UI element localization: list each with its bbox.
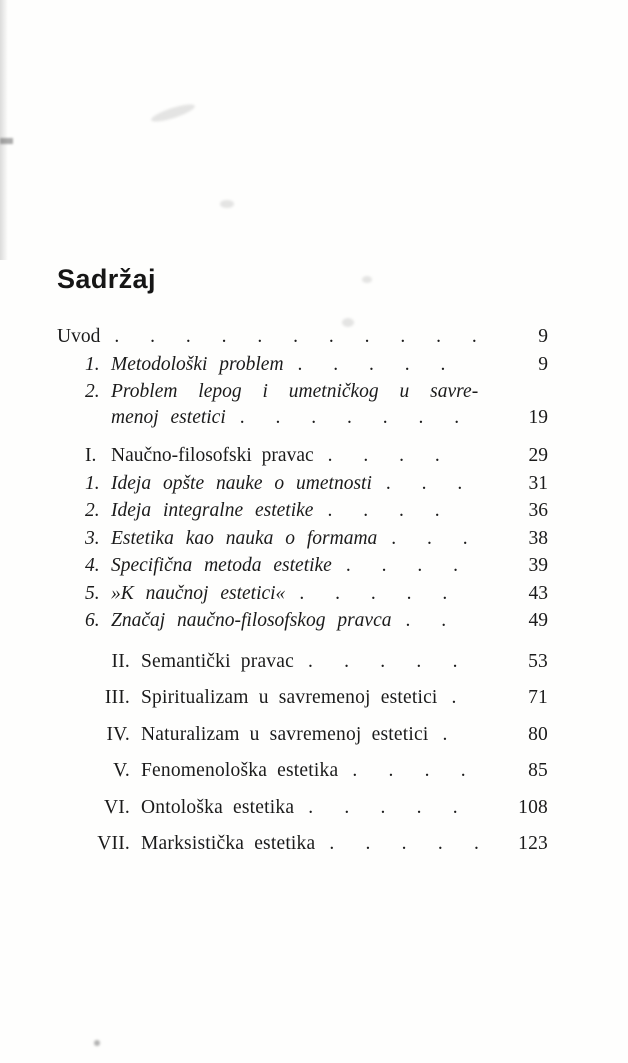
toc-row-sec1-5 [57,580,548,608]
toc-entry-number: 5. [85,582,100,604]
dot-leader: . . . . . [307,650,458,672]
scan-noise [94,1040,100,1046]
dot-leader: . [451,687,457,708]
dot-leader: . . . [385,472,463,494]
toc-entry-number: 4. [85,555,100,576]
toc-row-section-3 [57,684,548,712]
toc-row-uvod [57,323,548,351]
toc-entry-page: 38 [528,527,548,549]
toc-entry-title: Marksistička estetika [141,833,316,854]
toc-entry-number: II. [111,650,130,672]
toc-entry-number: III. [104,687,130,708]
toc-entry-page: 108 [518,796,548,818]
table-of-contents [57,264,548,858]
toc-entry-page: 36 [528,500,548,521]
toc-entry-multiline [111,379,548,431]
toc-row-section-6 [57,794,548,822]
toc-entry-title: Ontološka estetika [141,796,295,818]
toc-entry-title: Uvod [57,326,101,347]
toc-entry-title: Ideja opšte nauke o umetnosti [111,472,372,494]
toc-entry-page: 123 [518,833,548,854]
toc-row-sec1-1 [57,470,548,498]
toc-entry-number: 6. [85,610,100,631]
toc-entry-page: 9 [538,326,548,347]
toc-entry-number: 1. [85,353,100,375]
dot-leader: . . . . [345,555,458,576]
toc-row-section-2 [57,648,548,676]
dot-leader: . . . . . [329,833,480,854]
toc-entry-title: Ideja integralne estetike [111,500,314,521]
toc-row-sec1-2 [57,497,548,525]
toc-row-sec1-3 [57,525,548,553]
toc-entry-title: »K naučnoj estetici« [111,582,286,604]
toc-entry-title: Naučno-filosofski pravac [111,445,314,466]
toc-entry-title: Značaj naučno-filosofskog pravca [111,610,392,631]
scan-noise [0,138,13,144]
toc-entry-page: 31 [528,472,548,494]
toc-entry-title-line1: Problem lepog i umetničkog u savre- [111,381,479,402]
toc-row-sec1-4 [57,552,548,580]
dot-leader: . . . . . [308,796,458,818]
toc-entry-title: Estetika kao nauka o formama [111,527,378,549]
toc-entry-number: VII. [97,833,130,854]
toc-entry-title: Specifična metoda estetike [111,555,332,576]
toc-entry-page: 49 [528,610,548,631]
toc-entry-title: Fenomenološka estetika [141,760,339,781]
toc-row-sec1-6 [57,607,548,635]
toc-entry-title: Metodološki problem [111,353,284,375]
toc-entry-number: I. [85,445,97,466]
toc-entry-number: 1. [85,472,100,494]
toc-entry-number: V. [113,760,130,781]
dot-leader: . [442,723,448,745]
toc-entry-number: IV. [106,723,130,745]
dot-leader: . . . . . [299,582,448,604]
toc-entry-title: Semantički pravac [141,650,294,672]
toc-entry-page: 85 [528,760,548,781]
toc-entry-number: 3. [85,527,100,549]
toc-entry-page: 19 [528,407,548,428]
toc-entry-page: 71 [528,687,548,708]
toc-row-section-5 [57,757,548,785]
dot-leader: . . . . . . . . . . . [114,326,477,347]
toc-entry-title-line2: menoj estetici [111,407,226,428]
dot-leader: . . . . . [297,353,446,375]
toc-entry-page: 39 [528,555,548,576]
dot-leader: . . . . [327,500,440,521]
toc-entry-page: 9 [538,353,548,375]
dot-leader: . . . . [352,760,466,781]
scan-edge-shadow [0,0,8,260]
toc-entry-number: 2. [85,500,100,521]
toc-entry-page: 29 [528,445,548,466]
toc-row-intro-2 [57,378,548,431]
toc-entry-page: 43 [528,582,548,604]
dot-leader: . . . [391,527,468,549]
dot-leader: . . . . . . . [239,407,460,428]
scan-noise [220,200,234,208]
toc-entry-title: Naturalizam u savremenoj estetici [141,723,429,745]
toc-row-section-7 [57,830,548,858]
scan-noise [150,101,197,125]
toc-entry-number: 2. [85,381,100,402]
toc-entry-page: 80 [528,723,548,745]
toc-entry-title-line2-row [111,405,548,431]
toc-entry-page: 53 [528,650,548,672]
toc-row-section-4 [57,721,548,749]
toc-row-section-1 [57,442,548,470]
toc-entry-number: VI. [103,796,130,818]
dot-leader: . . [405,610,447,631]
toc-entry-title: Spiritualizam u savremenoj estetici [141,687,438,708]
page-title: Sadržaj [57,264,156,294]
toc-row-intro-1 [57,351,548,379]
dot-leader: . . . . [327,445,440,466]
